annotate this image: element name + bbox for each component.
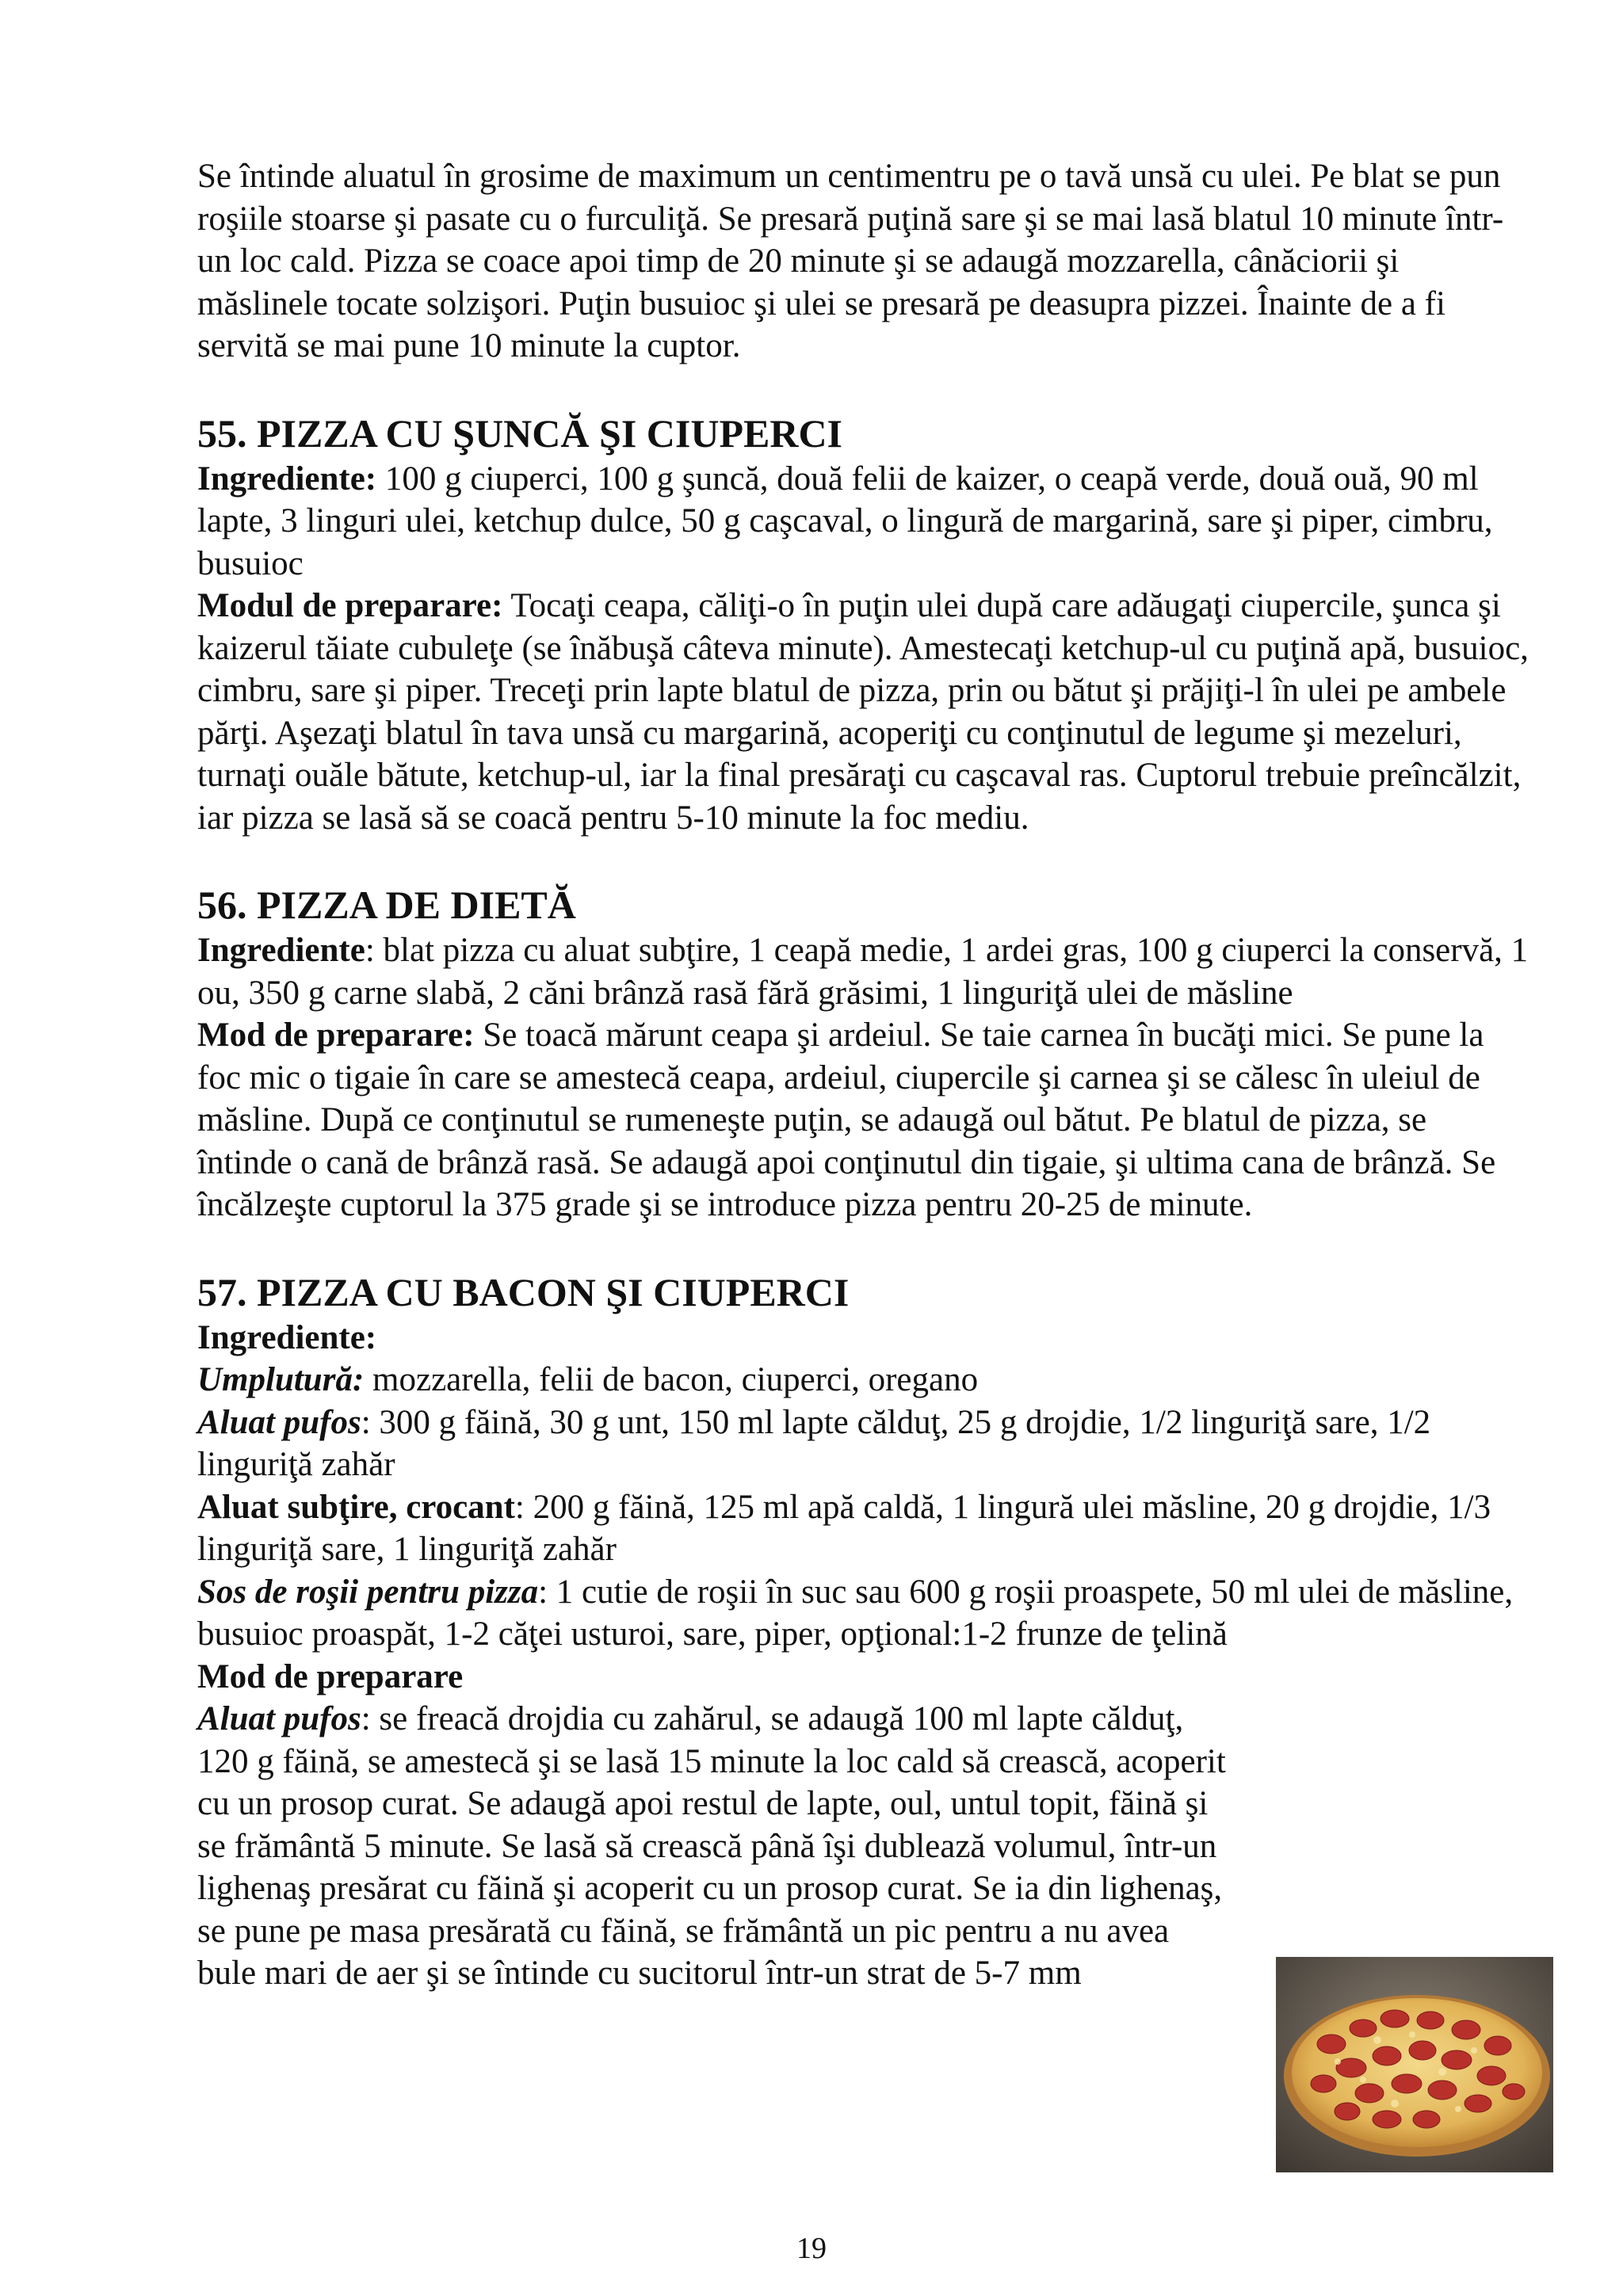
sauce-label: Sos de roşii pentru pizza — [197, 1573, 539, 1611]
method-fluffy-text-lead: : se freacă drojdia cu zahărul, se adaugă 100 ml lapte călduţ, 120 g făină, se amestecă şi se lasă 15 minute la loc cald să crească, acoperit cu un prosop curat. Se adaugă apoi restul de lapte, oul, untul topit, făină şi se frământă 5 minute. Se lasă să crească până îşi dublează volumul, într-un lighenaş presărat cu făină şi acoperit cu un prosop curat. Se ia din lighenaş, se pune pe masa presărată cu făină, se frământă un pic pentru a nu avea bule mari de aer şi se întinde cu sucitorul într-un strat de 5-7 mm — [197, 1700, 1226, 1992]
filling-text: mozzarella, felii de bacon, ciuperci, oregano — [364, 1361, 979, 1398]
ingredients-label: Ingrediente — [197, 932, 365, 969]
recipe-57-thin-dough — [197, 1486, 1529, 1571]
fluffy-dough-label: Aluat pufos — [197, 1403, 361, 1441]
recipe-55-ingredients — [197, 458, 1529, 585]
recipe-56-title: 56. PIZZA DE DIETĂ — [197, 883, 576, 927]
recipe-55-title: 55. PIZZA CU ŞUNCĂ ŞI CIUPERCI — [197, 410, 843, 456]
recipe-57-method-label: Mod de preparare — [197, 1657, 464, 1695]
recipe-56-ingredients — [197, 929, 1529, 1014]
method-text: Tocaţi ceapa, căliţi-o în puţin ulei după care adăugaţi ciupercile, şunca şi kaizerul tăiate cubuleţe (se înăbuşă câteva minute). Amestecaţi ketchup-ul cu puţină apă, busuioc, cimbru, sare şi piper. Treceţi prin lapte blatul de pizza, prin ou bătut şi prăjiţi-l în ulei pe ambele părţi. Aşezaţi blatul în tava unsă cu margarină, acoperiţi cu conţinutul de legume şi mezeluri, turnaţi ouăle bătute, ketchup-ul, iar la final presăraţi cu caşcaval ras. Cuptorul trebuie preîncălzit, iar pizza se lasă să se coacă pentru 5-10 minute la foc mediu. — [197, 587, 1529, 837]
fluffy-dough-text: : 300 g făină, 30 g unt, 150 ml lapte călduţ, 25 g drojdie, 1/2 linguriţă sare, 1/2 linguriţă zahăr — [197, 1403, 1431, 1483]
ingredients-text: : blat pizza cu aluat subţire, 1 ceapă medie, 1 ardei gras, 100 g ciuperci la conservă, 1 ou, 350 g carne slabă, 2 căni brânză rasă fără grăsimi, 1 linguriţă ulei de măsline — [197, 932, 1529, 1012]
pizza-photo — [1276, 1957, 1553, 2172]
sauce-text: : 1 cutie de roşii în suc sau 600 g roşii proaspete, 50 ml ulei de măsline, busuioc proaspăt, 1-2 căţei usturoi, sare, piper, opţional:1-2 frunze de ţelină — [197, 1573, 1514, 1653]
ingredients-label: Ingrediente: — [197, 460, 377, 498]
recipe-57-filling — [197, 1359, 1529, 1402]
page-body — [197, 155, 1529, 1995]
recipe-57-ingredients-label: Ingrediente: — [197, 1318, 377, 1356]
thin-dough-label: Aluat subţire, crocant — [197, 1488, 515, 1526]
method-text: Se toacă mărunt ceapa şi ardeiul. Se taie carnea în bucăţi mici. Se pune la foc mic o tigaie în care se amestecă ceapa, ardeiul, ciupercile şi carnea şi se călesc în uleiul de măsline. După ce conţinutul se rumeneşte puţin, se adaugă oul bătut. Pe blatul de pizza, se întinde o cană de brânză rasă. Se adaugă apoi conţinutul din tigaie, şi ultima cana de brânză. Se încălzeşte cuptorul la 375 grade şi se introduce pizza pentru 20-25 de minute. — [197, 1016, 1496, 1223]
method-label: Mod de preparare: — [197, 1016, 475, 1054]
page-number: 19 — [796, 2232, 827, 2265]
method-fluffy-label: Aluat pufos — [197, 1700, 361, 1737]
recipe-57-fluffy-dough — [197, 1402, 1529, 1486]
recipe-56-method — [197, 1014, 1529, 1226]
recipe-57-title: 57. PIZZA CU BACON ŞI CIUPERCI — [197, 1269, 850, 1314]
recipe-57 — [197, 1268, 1529, 1995]
recipe-57-sauce — [197, 1571, 1529, 1656]
recipe-57-method-block — [197, 1698, 1529, 1995]
intro-paragraph: Se întinde aluatul în grosime de maximum un centimentru pe o tavă unsă cu ulei. Pe blat se pun roşiile stoarse şi pasate cu o furculiţă. Se presară puţină sare şi se mai lasă blatul 10 minute într-un loc cald. Pizza se coace apoi timp de 20 minute şi se adaugă mozzarella, cânăciorii şi măslinele tocate solzişori. Puţin busuioc şi ulei se presară pe deasupra pizzei. Înainte de a fi servită se mai pune 10 minute la cuptor. — [197, 158, 1504, 364]
thin-dough-text: : 200 g făină, 125 ml apă caldă, 1 lingură ulei măsline, 20 g drojdie, 1/3 linguriţă sare, 1 linguriţă zahăr — [197, 1488, 1491, 1568]
recipe-55 — [197, 409, 1529, 840]
ingredients-text: 100 g ciuperci, 100 g şuncă, două felii de kaizer, o ceapă verde, două ouă, 90 ml lapte, 3 linguri ulei, ketchup dulce, 50 g caşcaval, o lingură de margarină, sare şi piper, cimbru, busuioc — [197, 460, 1493, 582]
filling-label: Umplutură: — [197, 1361, 365, 1398]
recipe-56 — [197, 880, 1529, 1226]
method-label: Modul de preparare: — [197, 587, 503, 624]
photo-wrap-spacer — [1228, 1741, 1529, 1978]
recipe-55-method — [197, 585, 1529, 839]
